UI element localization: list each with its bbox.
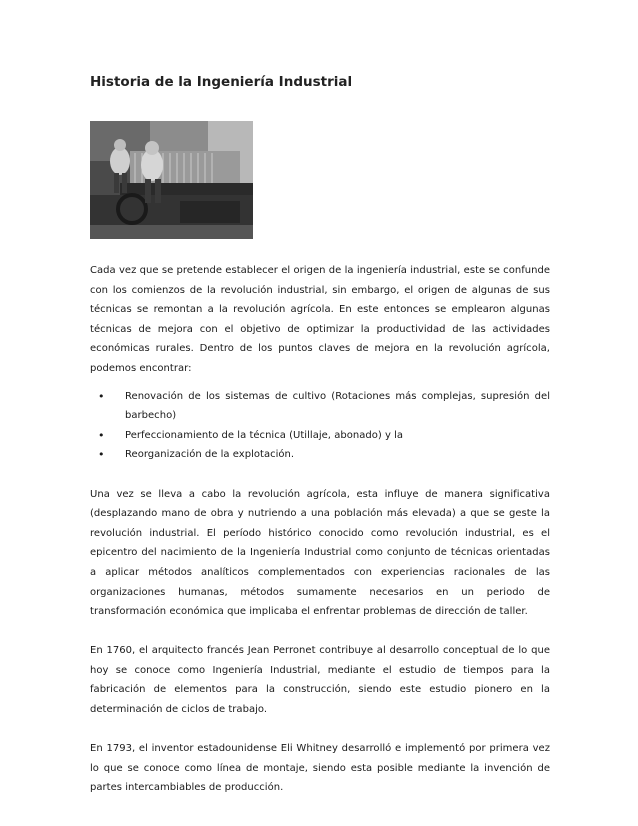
list-item: • Reorganización de la explotación.	[90, 445, 550, 465]
paragraph-perronet: En 1760, el arquitecto francés Jean Perronet contribuye al desarrollo conceptual de lo que hoy se conoce como Ingeniería Industrial, mediante el estudio de tiempos para la fabricación de elementos para la construcción, siendo este estudio pionero en la determinación de ciclos de trabajo.	[90, 645, 550, 716]
document-title: Historia de la Ingeniería Industrial	[90, 74, 353, 90]
bullet-list	[90, 387, 550, 465]
paragraph-whitney: En 1793, el inventor estadounidense Eli Whitney desarrolló e implementó por primera vez lo que se conoce como línea de montaje, siendo esta posible mediante la invención de partes intercambiables de producción.	[90, 743, 550, 794]
paragraph-revolution: Una vez se lleva a cabo la revolución agrícola, esta influye de manera significativa (desplazando mano de obra y nutriendo a una población más elevada) a que se geste la revolución industrial. El período histórico conocido como revolución industrial, es el epicentro del nacimiento de la Ingeniería Industrial como conjunto de técnicas orientadas a aplicar métodos analíticos complementados con experiencias racionales de las organizaciones humanas, métodos sumamente necesarios en un periodo de transformación económica que implicaba el enfrentar problemas de dirección de taller.	[90, 488, 550, 618]
list-item: • Renovación de los sistemas de cultivo (Rotaciones más complejas, supresión del barbecho)	[90, 387, 550, 426]
historical-factory-photo	[90, 121, 253, 239]
list-item: • Perfeccionamiento de la técnica (Utillaje, abonado) y la	[90, 426, 550, 446]
paragraph-intro: Cada vez que se pretende establecer el origen de la ingeniería industrial, este se confunde con los comienzos de la revolución industrial, sin embargo, el origen de algunas de sus técnicas se remontan a la revolución agrícola. En este entonces se emplearon algunas técnicas de mejora con el objetivo de optimizar la productividad de las actividades económicas rurales. Dentro de los puntos claves de mejora en la revolución agrícola, podemos encontrar:	[90, 265, 550, 374]
factory-photo-illustration	[90, 121, 253, 239]
document-body	[90, 261, 550, 798]
